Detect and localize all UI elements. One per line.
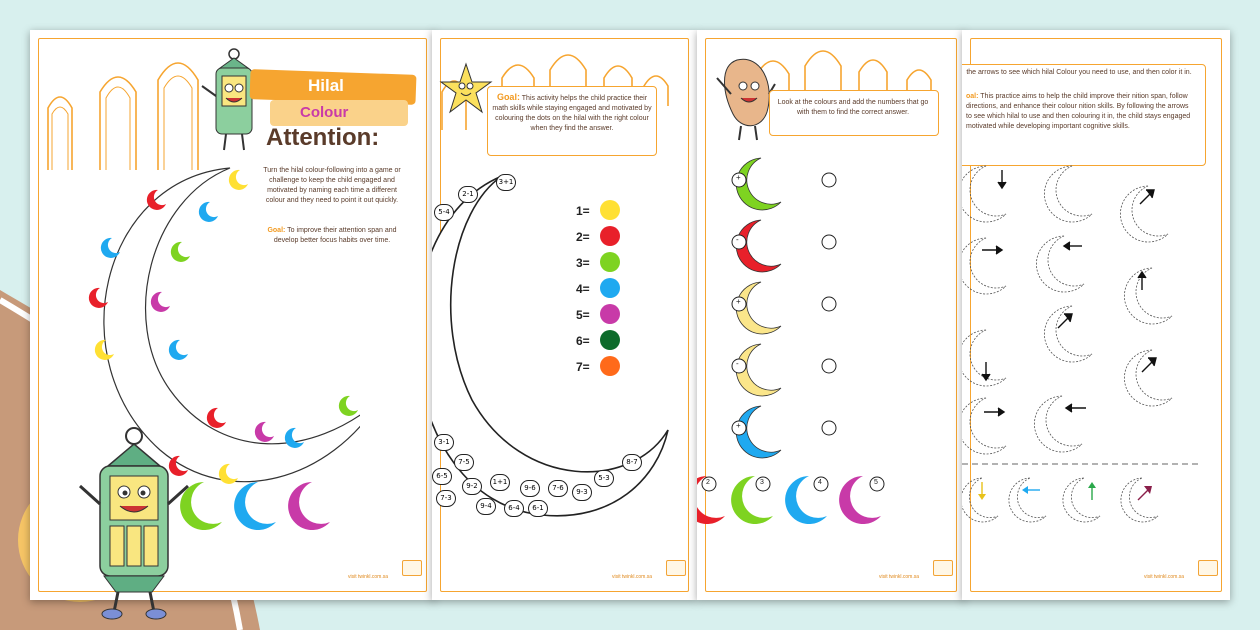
footer-url: visit twinkl.com.sa	[348, 574, 389, 580]
goal-block	[966, 92, 1194, 132]
math-dot[interactable]: 9-3	[572, 484, 592, 501]
twinkl-logo	[933, 560, 953, 576]
goal-label: Goal:	[267, 227, 286, 234]
legend-item: 6=	[576, 330, 636, 352]
math-dot[interactable]: 1+1	[490, 474, 510, 491]
legend-item: 5=	[576, 304, 636, 326]
legend-item: 4=	[576, 278, 636, 300]
star-mascot	[438, 60, 494, 120]
math-dot[interactable]: 7-5	[454, 454, 474, 471]
footer-url: visit twinkl.com.sa	[612, 574, 653, 580]
answer-number: 3	[760, 479, 764, 486]
operator-symbol: +	[736, 297, 741, 306]
math-dot[interactable]: 5-3	[594, 470, 614, 487]
page-title-line1: Hilal	[308, 76, 344, 95]
answer-hilal-row	[697, 470, 965, 530]
math-dot[interactable]: 7-6	[548, 480, 568, 497]
lantern-mascot	[198, 46, 270, 156]
legend-swatch[interactable]	[600, 252, 620, 272]
instructions-text: Look at the colours and add the numbers that go with them to find the correct answer.	[777, 99, 929, 116]
twinkl-logo	[1198, 560, 1218, 576]
twinkl-logo	[402, 560, 422, 576]
math-dot[interactable]: 3-1	[434, 434, 454, 451]
page-title-line2: Colour	[300, 104, 349, 121]
answer-number: 2	[706, 479, 710, 486]
math-dot[interactable]: 6-4	[504, 500, 524, 517]
operator-symbol: -	[736, 359, 739, 368]
date-mascot	[711, 54, 777, 144]
math-dot[interactable]: 9-2	[462, 478, 482, 495]
worksheet-page-4	[962, 30, 1230, 600]
operator-symbol: +	[736, 173, 741, 182]
math-dot[interactable]: 5-4	[434, 204, 454, 221]
worksheet-page-3	[697, 30, 965, 600]
answer-number: 4	[818, 479, 822, 486]
math-dot[interactable]: 3+1	[496, 174, 516, 191]
goal-label: Goal:	[496, 92, 520, 102]
instructions-text: Turn the hilal colour-following into a game or challenge to keep the child engaged and motivated by naming each time a different colour and they need to point it out quickly.	[263, 167, 401, 204]
goal-text: To improve their attention span and develop better focus habits over time.	[273, 227, 397, 244]
math-dot[interactable]: 2-1	[458, 186, 478, 203]
direction-arrow-icons	[982, 170, 1156, 416]
legend-item: 7=	[576, 356, 636, 378]
legend-swatch[interactable]	[600, 330, 620, 350]
worksheet-page-2	[432, 30, 697, 600]
goal-block	[492, 92, 652, 134]
math-dot[interactable]: 6-1	[528, 500, 548, 517]
legend-item: 3=	[576, 252, 636, 274]
instructions-text: the arrows to see which hilal Colour you need to use, and then color it in.	[966, 69, 1192, 76]
goal-text: This practice aims to help the child improve their nition span, follow directions, and enhance their colour nition skills. By following the arrows to see which hilal to use and then colouring it in, the child stays engaged motivated while developing important cognitive skills.	[966, 93, 1191, 130]
answer-number: 5	[874, 479, 878, 486]
legend-item: 1=	[576, 200, 636, 222]
lantern-mascot-large	[74, 426, 194, 622]
bottom-hilal-row	[180, 476, 380, 536]
arrow-hilal-grid	[962, 160, 1230, 560]
legend-swatch[interactable]	[600, 200, 620, 220]
legend-swatch[interactable]	[600, 356, 620, 376]
math-dot[interactable]: 8-7	[622, 454, 642, 471]
twinkl-logo	[666, 560, 686, 576]
goal-label: oal:	[966, 93, 979, 100]
operator-symbol: -	[736, 235, 739, 244]
math-dot[interactable]: 9-4	[476, 498, 496, 515]
footer-url: visit twinkl.com.sa	[1144, 574, 1185, 580]
math-dot[interactable]: 7-3	[436, 490, 456, 507]
math-dot[interactable]: 6-5	[432, 468, 452, 485]
goal-text: This activity helps the child practice their math skills while staying engaged and motivated by colouring the dots on the hilal with the right colour when they find the answer.	[492, 95, 652, 132]
legend-swatch[interactable]	[600, 278, 620, 298]
footer-url: visit twinkl.com.sa	[879, 574, 920, 580]
legend-item: 2=	[576, 226, 636, 248]
operator-symbol: +	[736, 421, 741, 430]
page-title-line3: Attention:	[266, 124, 380, 151]
legend-swatch[interactable]	[600, 304, 620, 324]
math-dot[interactable]: 9-6	[520, 480, 540, 497]
legend-swatch[interactable]	[600, 226, 620, 246]
